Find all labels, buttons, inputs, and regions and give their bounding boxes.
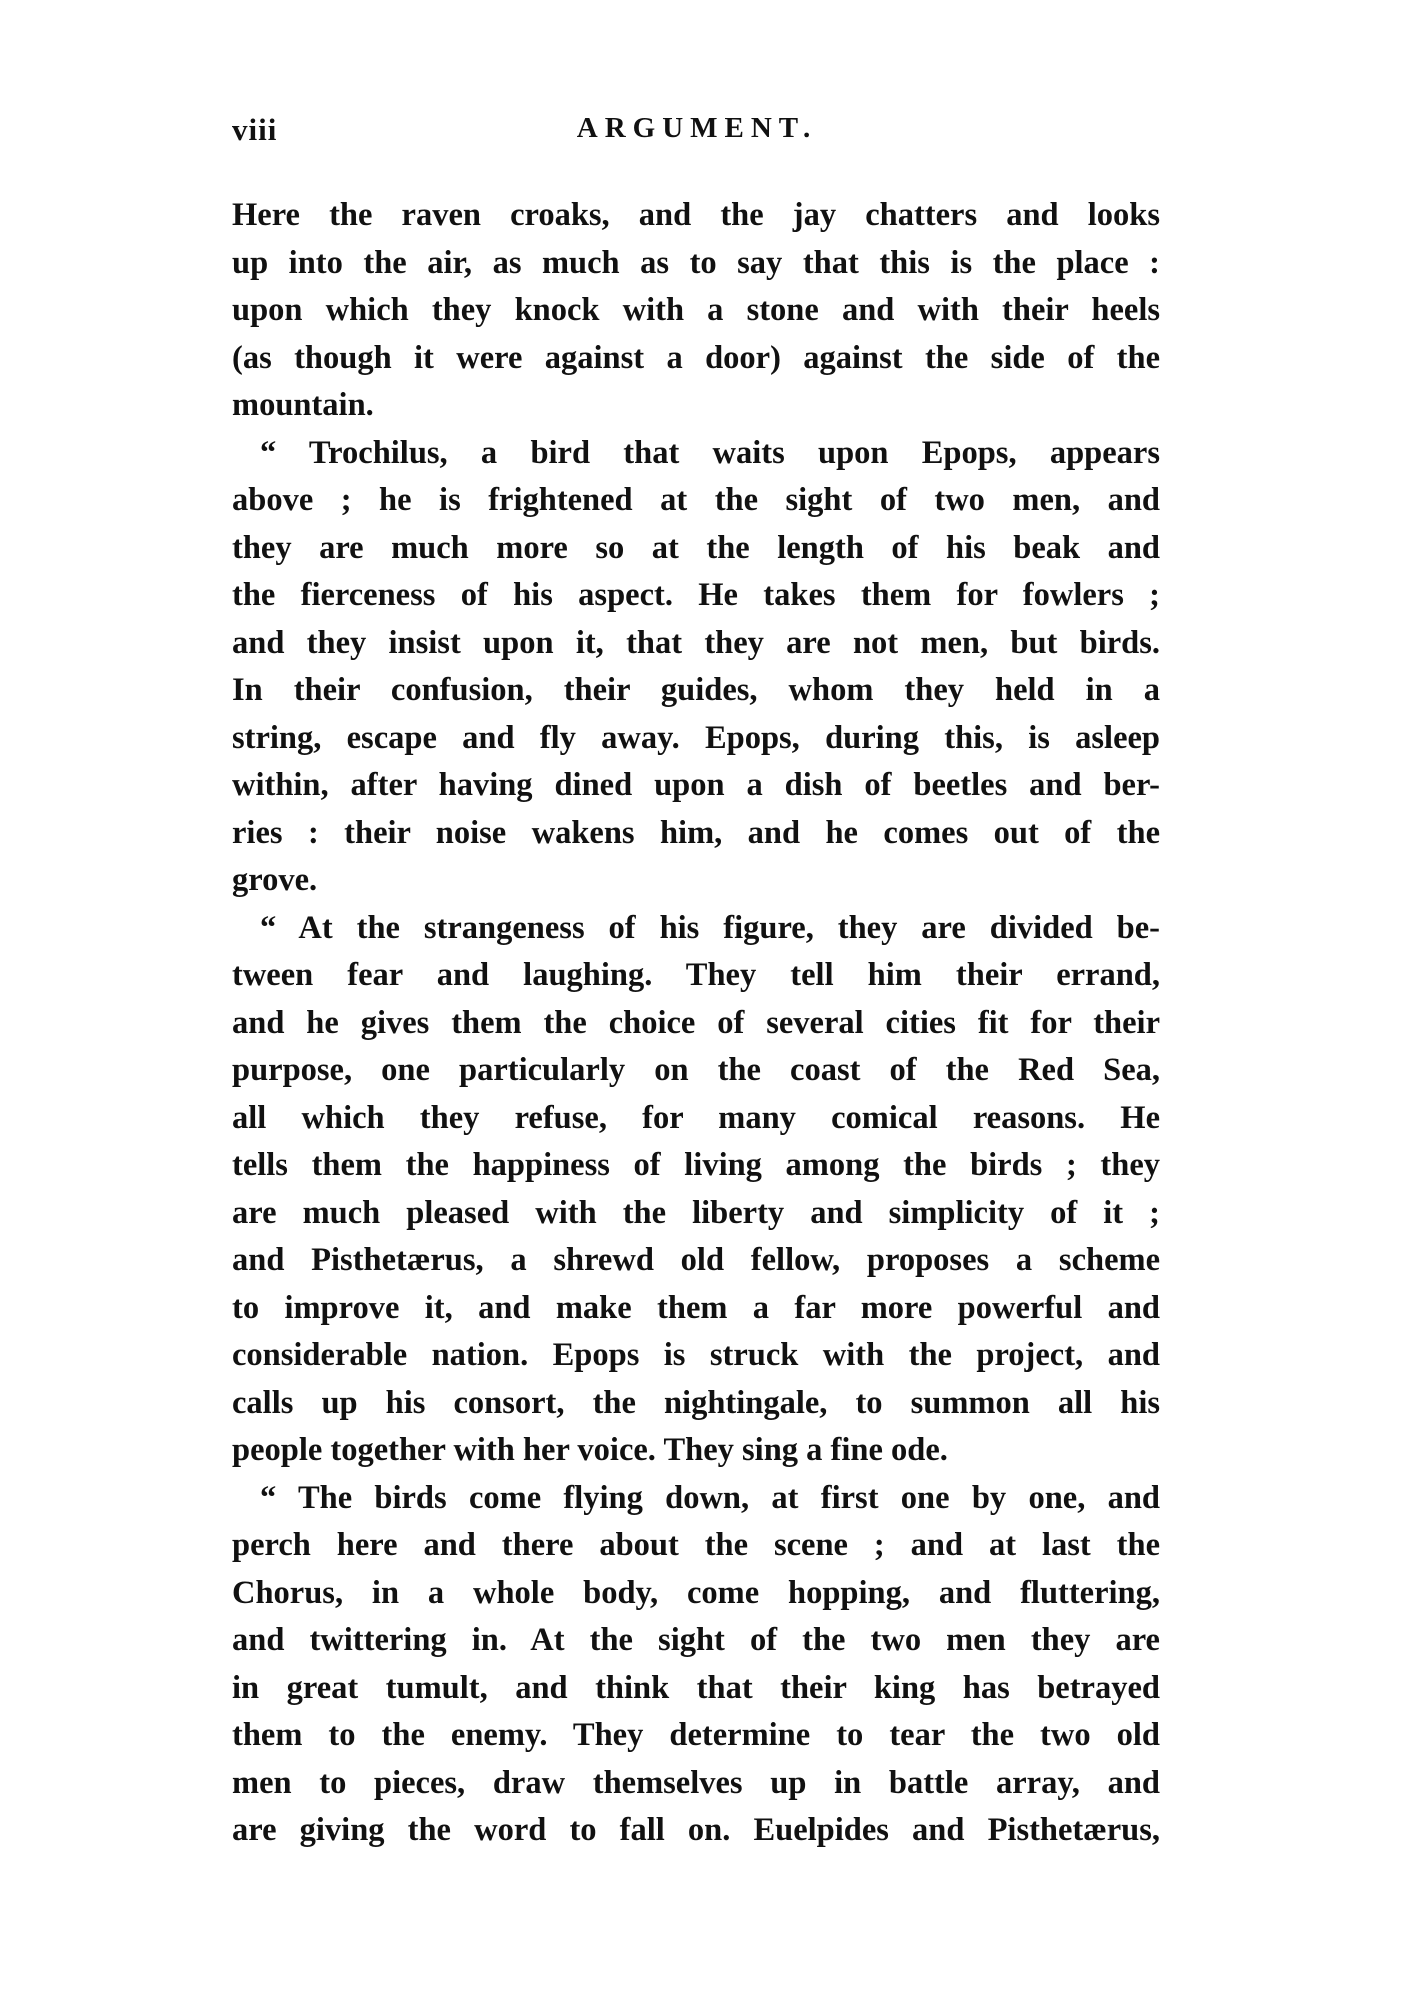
text-line: are giving the word to fall on. Euelpides and Pisthetærus, bbox=[232, 1812, 1160, 1848]
running-title: ARGUMENT. bbox=[576, 112, 818, 144]
text-line: Here the raven croaks, and the jay chatters and looks bbox=[232, 197, 1160, 233]
page-number: viii bbox=[232, 112, 278, 147]
text-line: (as though it were against a door) against the side of the bbox=[232, 339, 1160, 376]
text-line: Chorus, in a whole body, come hopping, and fluttering, bbox=[232, 1574, 1160, 1611]
body-text bbox=[232, 192, 1160, 1855]
text-line: string, escape and fly away. Epops, during this, is asleep bbox=[232, 719, 1160, 756]
text-line: “ The birds come flying down, at first one by one, and bbox=[260, 1479, 1160, 1516]
text-line: In their confusion, their guides, whom they held in a bbox=[232, 672, 1160, 708]
text-line: and twittering in. At the sight of the two men they are bbox=[232, 1622, 1160, 1658]
text-line: “ Trochilus, a bird that waits upon Epops, appears bbox=[260, 434, 1160, 471]
text-line: them to the enemy. They determine to tear the two old bbox=[232, 1717, 1160, 1753]
text-line: tells them the happiness of living among the birds ; they bbox=[232, 1147, 1160, 1183]
text-line: purpose, one particularly on the coast of the Red Sea, bbox=[232, 1052, 1160, 1088]
text-line: men to pieces, draw themselves up in battle array, and bbox=[232, 1764, 1160, 1801]
text-line: they are much more so at the length of his beak and bbox=[232, 529, 1160, 566]
text-line: “ At the strangeness of his figure, they are divided be- bbox=[260, 909, 1160, 946]
text-line: tween fear and laughing. They tell him their errand, bbox=[232, 957, 1160, 993]
text-line: perch here and there about the scene ; and at last the bbox=[232, 1527, 1160, 1563]
text-line: all which they refuse, for many comical reasons. He bbox=[232, 1099, 1160, 1136]
text-line: and Pisthetærus, a shrewd old fellow, proposes a scheme bbox=[232, 1242, 1160, 1278]
text-line: upon which they knock with a stone and with their heels bbox=[232, 292, 1160, 328]
text-line: grove. bbox=[232, 862, 318, 898]
running-head bbox=[232, 112, 1162, 152]
text-line: people together with her voice. They sing a fine ode. bbox=[232, 1432, 948, 1468]
text-line: within, after having dined upon a dish of beetles and ber- bbox=[232, 767, 1160, 803]
text-line: are much pleased with the liberty and simplicity of it ; bbox=[232, 1194, 1160, 1231]
text-line: the fierceness of his aspect. He takes them for fowlers ; bbox=[232, 577, 1160, 613]
text-line: and he gives them the choice of several cities fit for their bbox=[232, 1004, 1160, 1041]
text-line: mountain. bbox=[232, 387, 374, 423]
text-line: above ; he is frightened at the sight of two men, and bbox=[232, 482, 1160, 518]
text-line: up into the air, as much as to say that this is the place : bbox=[232, 244, 1160, 281]
text-line: in great tumult, and think that their king has betrayed bbox=[232, 1669, 1160, 1706]
text-line: to improve it, and make them a far more powerful and bbox=[232, 1289, 1160, 1326]
text-line: and they insist upon it, that they are not men, but birds. bbox=[232, 624, 1160, 661]
text-line: calls up his consort, the nightingale, to summon all his bbox=[232, 1384, 1160, 1421]
text-line: considerable nation. Epops is struck with the project, and bbox=[232, 1337, 1160, 1373]
text-line: ries : their noise wakens him, and he comes out of the bbox=[232, 814, 1160, 851]
